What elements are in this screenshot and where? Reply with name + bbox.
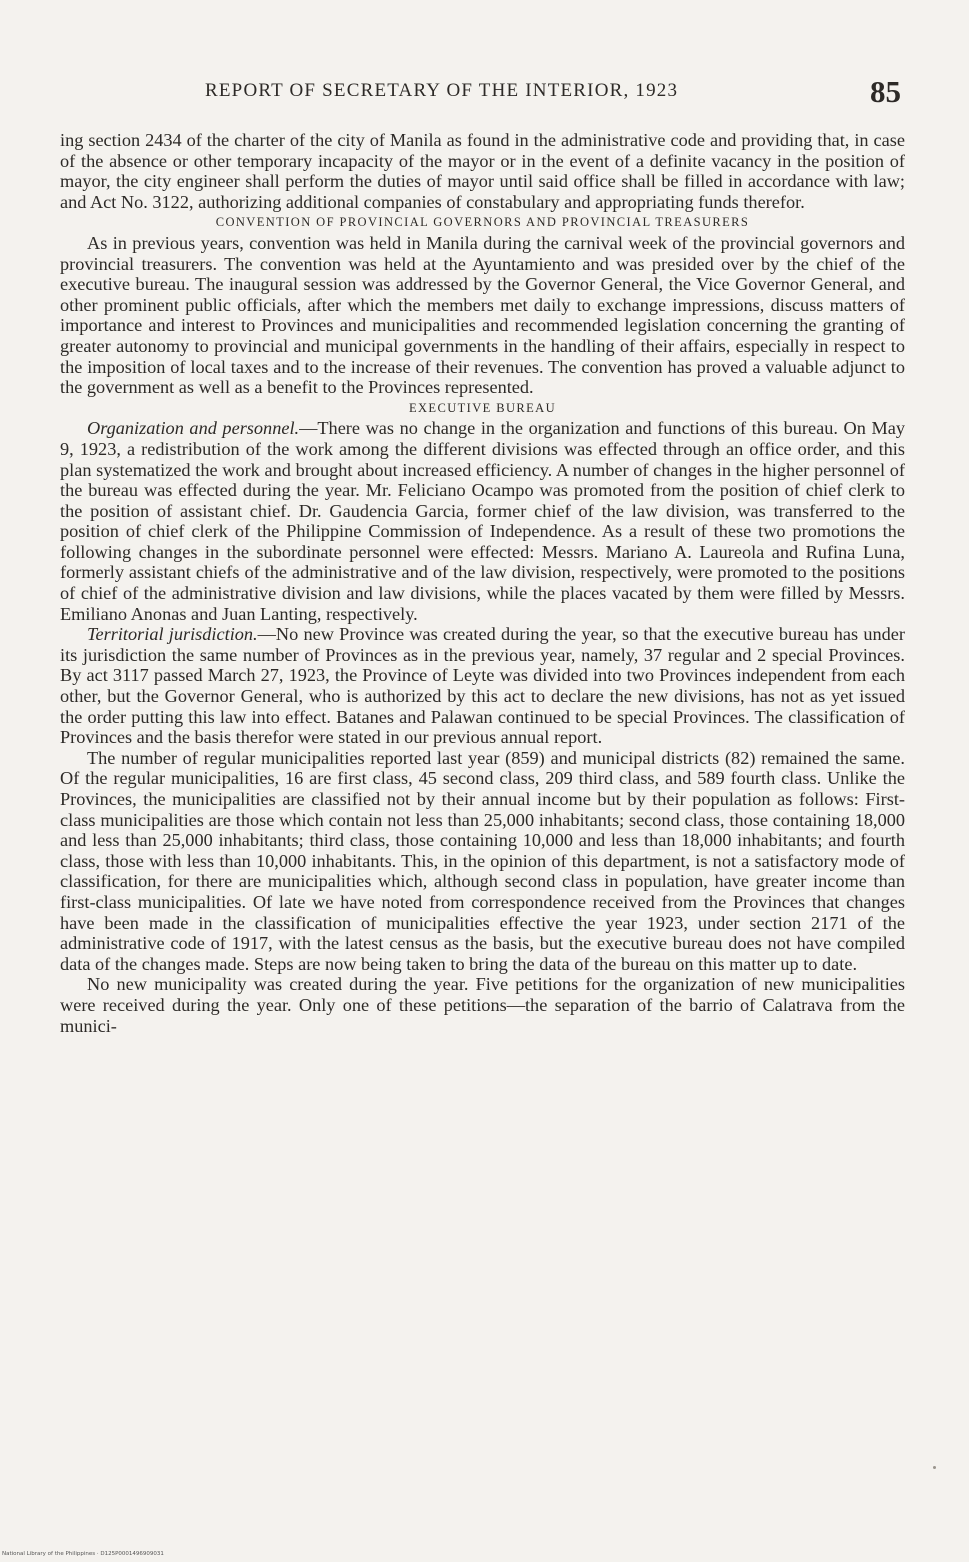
body-text xyxy=(60,130,905,1036)
paragraph-continuation: ing section 2434 of the charter of the city of Manila as found in the administrative code and providing that, in case of the absence or other temporary incapacity of the mayor or in the event of a definite vacancy in the position of mayor, the city engineer shall perform the duties of mayor until said office shall be filled in accordance with law; and Act No. 3122, authorizing additional companies of constabulary and appropriating funds therefor. xyxy=(60,130,905,212)
scan-speck xyxy=(933,1466,936,1469)
running-title: REPORT OF SECRETARY OF THE INTERIOR, 1923 xyxy=(205,80,679,101)
section-heading-convention: CONVENTION OF PROVINCIAL GOVERNORS AND PROVINCIAL TREASURERS xyxy=(215,215,750,230)
run-in-heading-territorial: Territorial jurisdiction. xyxy=(87,624,258,645)
paragraph-organization-text: —There was no change in the organization and functions of this bureau. On May 9, 1923, a redistribution of the work among the different divisions was effected through an office order, and this plan systematized the work and brought about increased efficiency. A number of changes in the higher personnel of the bureau was effected during the year. Mr. Feliciano Ocampo was promoted from the position of chief clerk to the position of assistant chief. Dr. Gaudencia Garcia, former chief of the law division, was transferred to the position of chief clerk of the Philippine Commission of Independence. As a result of these two promotions the following changes in the subordinate personnel were effected: Messrs. Mariano A. Laureola and Rufina Luna, formerly assistant chiefs of the administrative and of the law division, respectively, were promoted to the positions of chief of the administrative division and law divisions, while the places vacated by them were filled by Messrs. Emiliano Anonas and Juan Lanting, respectively. xyxy=(60,418,905,624)
paragraph-new-municipality: No new municipality was created during the year. Five petitions for the organization of new municipalities were received during the year. Only one of these petitions—the separation of the barrio of Calatrava from the munici- xyxy=(60,974,905,1036)
footer-credit: National Library of the Philippines · D125P0001496909031 xyxy=(2,1551,164,1557)
paragraph-territorial xyxy=(60,624,905,748)
run-in-heading-organization: Organization and personnel. xyxy=(87,418,300,439)
paragraph-municipalities: The number of regular municipalities reported last year (859) and municipal districts (82) remained the same. Of the regular municipalities, 16 are first class, 45 second class, 209 third class, and 589 fourth class. Unlike the Provinces, the municipalities are classified not by their annual income but by their population as follows: First-class municipalities are those which contain not less than 25,000 inhabitants; second class, those containing 18,000 and less than 25,000 inhabitants; third class, those containing 10,000 and less than 18,000 inhabitants; and fourth class, those with less than 10,000 inhabitants. This, in the opinion of this department, is not a satisfactory mode of classification, for there are municipalities which, although second class in population, have greater income than first-class municipalities. Of late we have noted from correspondence received from the Provinces that changes have been made in the classification of municipalities effective the year 1923, under section 2171 of the administrative code of 1917, with the latest census as the basis, but the executive bureau does not have compiled data of the changes made. Steps are now being taken to bring the data of the bureau on this matter up to date. xyxy=(60,747,905,974)
section-heading-executive-bureau: EXECUTIVE BUREAU xyxy=(408,400,557,415)
paragraph-organization xyxy=(60,418,905,624)
paragraph-territorial-text: —No new Province was created during the year, so that the executive bureau has under its jurisdiction the same number of Provinces as in the previous year, namely, 37 regular and 2 special Provinces. By act 3117 passed March 27, 1923, the Province of Leyte was divided into two Provinces independent from each other, but the Governor General, who is authorized by this act to declare the new divisions, has not as yet issued the order putting this law into effect. Batanes and Palawan continued to be special Provinces. The classification of Provinces and the basis therefor were stated in our previous annual report. xyxy=(60,624,905,748)
paragraph-convention: As in previous years, convention was held in Manila during the carnival week of the provincial governors and provincial treasurers. The convention was held at the Ayuntamiento and was presided over by the chief of the executive bureau. The inaugural session was addressed by the Governor General, the Vice Governor General, and other prominent public officials, after which the members met daily to exchange impressions, discuss matters of importance and interest to Provinces and municipalities and recommended legislation concerning the granting of greater autonomy to provincial and municipal governments in the handling of their affairs, especially in respect to the imposition of local taxes and to the increase of their revenues. The convention has proved a valuable adjunct to the government as well as a benefit to the Provinces represented. xyxy=(60,232,905,398)
page-number: 85 xyxy=(870,74,901,109)
running-head xyxy=(60,74,915,109)
